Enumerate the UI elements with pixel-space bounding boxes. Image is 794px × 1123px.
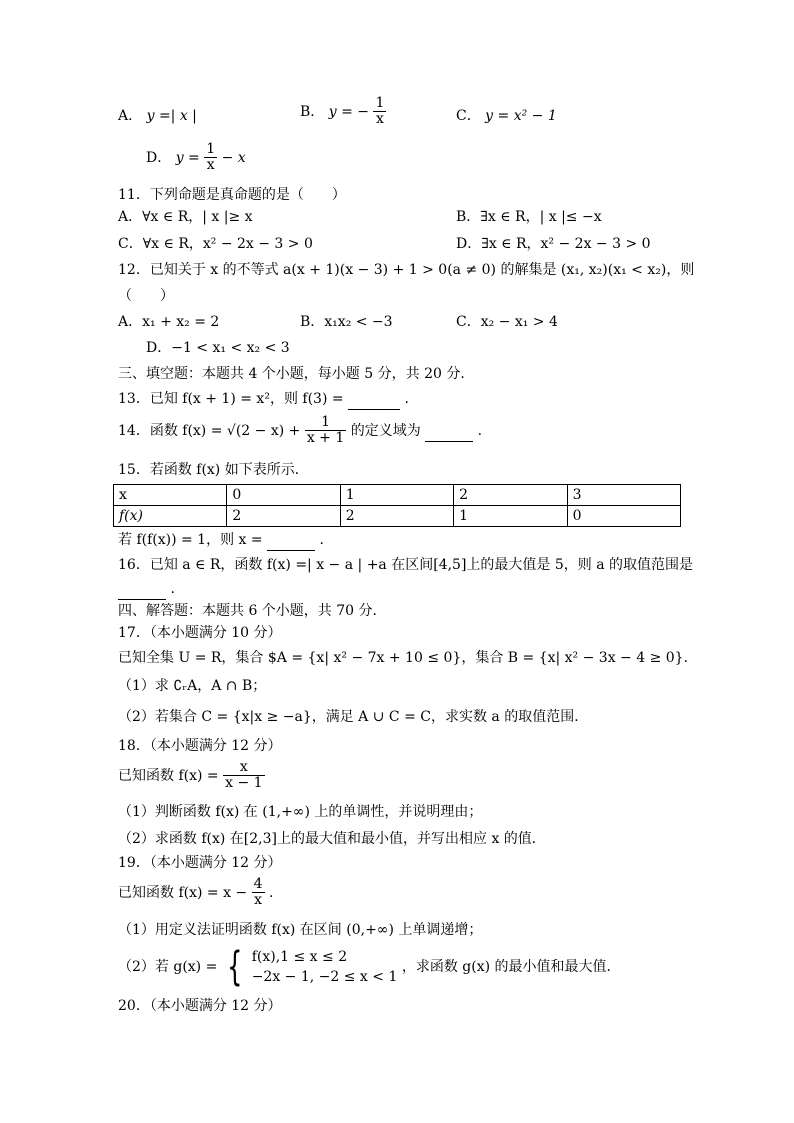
- q18-fraction: [223, 760, 264, 792]
- q12-stem: 12．已知关于 x 的不等式 a(x + 1)(x − 3) + 1 > 0(a ≠ 0) 的解集是 (x₁, x₂)(x₁ < x₂)，则: [118, 262, 695, 278]
- q18-stem: [118, 760, 265, 792]
- fraction-denominator: x: [254, 892, 263, 909]
- q10-option-d-post: − x: [221, 149, 246, 166]
- q12-option-a: A．x₁ + x₂ = 2: [118, 314, 220, 330]
- q10-option-a-expr: y =| x |: [146, 108, 197, 124]
- q17-part-1: （1）求 ∁ᵣA，A ∩ B；: [118, 678, 267, 694]
- q10-option-d-label: D．: [146, 149, 172, 166]
- q15-question-text: 若 f(f(x)) = 1，则 x =: [118, 532, 263, 548]
- table-row: [114, 485, 681, 506]
- q10-option-b-label: B．: [300, 103, 325, 120]
- table-cell: 2: [454, 485, 567, 506]
- q14-text-2: 的定义域为: [350, 422, 421, 439]
- table-cell: 0: [567, 506, 680, 527]
- q12-option-c: C．x₂ − x₁ > 4: [456, 314, 558, 330]
- q12-answer-paren: （ ）: [118, 288, 174, 304]
- q19-part-1: （1）用定义法证明函数 f(x) 在区间 (0,+∞) 上单调递增；: [118, 922, 483, 938]
- q19-stem-text: 已知函数 f(x) = x −: [118, 884, 248, 901]
- q17-part-2: （2）若集合 C = {x|x ≥ −a}，满足 A ∪ C = C，求实数 a 的取值范围．: [118, 709, 589, 725]
- q10-option-d-pre: y =: [175, 149, 200, 166]
- q16-answer-blank: [118, 579, 166, 600]
- q11-option-b: B．∃x ∈ R，| x |≤ −x: [456, 209, 602, 225]
- q15-function-table: [113, 484, 681, 527]
- q16-line-2: [118, 579, 175, 600]
- q10-option-b-pre: y = −: [328, 103, 370, 120]
- q13: [118, 389, 409, 410]
- q10-option-c-expr: y = x² − 1: [485, 108, 557, 124]
- fraction-numerator: x: [223, 760, 264, 776]
- q10-option-c-label: C．: [456, 108, 481, 124]
- fraction-denominator: x − 1: [225, 775, 263, 792]
- q10-option-a-label: A．: [118, 108, 143, 124]
- fraction-numerator: 4: [253, 876, 263, 892]
- fraction-numerator: 1: [305, 415, 346, 431]
- q10-option-b: [300, 96, 386, 128]
- q19-stem: [118, 877, 273, 909]
- q11-option-d: D．∃x ∈ R，x² − 2x − 3 > 0: [456, 236, 651, 252]
- q14-end: .: [477, 422, 483, 439]
- q15-answer-blank: [267, 530, 315, 551]
- q19-case-2: −2x − 1, −2 ≤ x < 1: [251, 969, 398, 985]
- q10-option-c: [456, 106, 557, 126]
- section-3-heading: 三、填空题：本题共 4 个小题，每小题 5 分，共 20 分．: [118, 366, 475, 382]
- q12-option-b: B．x₁x₂ < −3: [300, 314, 393, 330]
- table-cell: 2: [340, 506, 453, 527]
- q15-question: [118, 530, 324, 551]
- q19-head: 19．（本小题满分 12 分）: [118, 855, 282, 871]
- q20-head: 20．（本小题满分 12 分）: [118, 998, 282, 1014]
- q10-option-d-fraction: [204, 142, 217, 174]
- q14: [118, 415, 482, 447]
- table-cell: 0: [227, 485, 340, 506]
- q18-stem-text: 已知函数 f(x) =: [118, 767, 219, 784]
- q10-option-a: [118, 106, 197, 126]
- q13-answer-blank: [348, 389, 400, 410]
- q14-fraction: [305, 415, 346, 447]
- q17-head: 17．（本小题满分 10 分）: [118, 625, 282, 641]
- q16-stem: 16．已知 a ∈ R，函数 f(x) =| x − a | +a 在区间[4,5]上的最大值是 5，则 a 的取值范围是: [118, 557, 694, 573]
- q19-stem-end: .: [269, 884, 274, 901]
- q18-part-2: （2）求函数 f(x) 在[2,3]上的最大值和最小值，并写出相应 x 的值．: [118, 831, 546, 847]
- fraction-denominator: x + 1: [306, 430, 345, 447]
- q19-piecewise-cases: [252, 947, 398, 987]
- q18-part-1: （1）判断函数 f(x) 在 (1,+∞) 上的单调性，并说明理由；: [118, 804, 483, 820]
- table-cell: 3: [567, 485, 680, 506]
- table-cell: f(x): [114, 506, 227, 527]
- q10-option-b-fraction: [373, 96, 386, 128]
- q15-end: .: [319, 532, 324, 548]
- q11-option-c: C．∀x ∈ R，x² − 2x − 3 > 0: [118, 236, 313, 252]
- table-cell: 1: [454, 506, 567, 527]
- q15-stem: 15．若函数 f(x) 如下表所示．: [118, 462, 309, 478]
- q13-text: 13．已知 f(x + 1) = x²，则 f(3) =: [118, 391, 344, 407]
- table-cell: 2: [227, 506, 340, 527]
- section-4-heading: 四、解答题：本题共 6 个小题，共 70 分．: [118, 603, 387, 619]
- q19-part-2-text: （2）若 g(x) =: [118, 959, 218, 975]
- q19-part-2-end: ，求函数 g(x) 的最小值和最大值．: [401, 959, 621, 975]
- q17-stem: 已知全集 U = R，集合 $A = {x| x² − 7x + 10 ≤ 0}，集合 B = {x| x² − 3x − 4 ≥ 0}．: [118, 650, 698, 666]
- q12-option-d: D．−1 < x₁ < x₂ < 3: [146, 340, 290, 356]
- table-cell: 1: [340, 485, 453, 506]
- q10-option-d: [146, 142, 246, 174]
- q14-answer-blank: [425, 421, 473, 442]
- fraction-denominator: x: [206, 157, 215, 174]
- left-brace-icon: {: [226, 944, 243, 990]
- q16-end: .: [170, 581, 175, 597]
- q19-case-1: f(x),1 ≤ x ≤ 2: [251, 949, 348, 965]
- q19-part-2: [118, 944, 621, 990]
- table-row: [114, 506, 681, 527]
- q11-option-a: A．∀x ∈ R，| x |≥ x: [118, 209, 253, 225]
- q13-end: .: [404, 391, 409, 407]
- q18-head: 18．（本小题满分 12 分）: [118, 738, 282, 754]
- q11-stem: 11．下列命题是真命题的是（ ）: [118, 187, 346, 203]
- fraction-denominator: x: [375, 111, 384, 128]
- fraction-numerator: 1: [375, 95, 385, 111]
- table-cell: x: [114, 485, 227, 506]
- q19-fraction: [252, 877, 265, 909]
- q14-text: 14．函数 f(x) = √(2 − x) +: [118, 422, 301, 439]
- fraction-numerator: 1: [206, 141, 216, 157]
